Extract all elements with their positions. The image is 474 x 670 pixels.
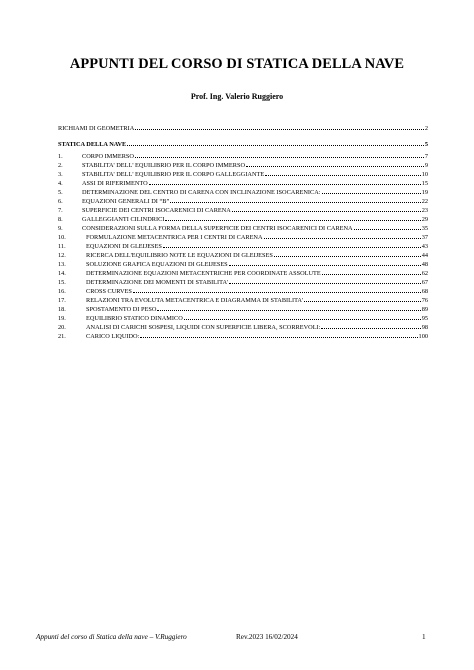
toc-leader-dots [322, 188, 421, 194]
toc-entry-number: 16. [58, 288, 66, 295]
toc-entry[interactable] [58, 251, 428, 260]
toc-entry[interactable] [58, 152, 428, 161]
toc-leader-dots [265, 170, 420, 176]
toc-entry-title: ANALISI DI CARICHI SOSPESI, LIQUIDI CON SUPERFICIE LIBERA, SCORREVOLI: [86, 324, 321, 331]
toc-entry-page: 19 [421, 189, 428, 196]
toc-entry-title: STABILITA' DELL' EQUILIBRIO PER IL CORPO IMMERSO [82, 162, 245, 169]
page-footer [36, 632, 436, 642]
toc-entry-page: 23 [421, 207, 428, 214]
toc-entry-number: 14. [58, 270, 66, 277]
toc-entry-number: 10. [58, 234, 66, 241]
toc-leader-dots [170, 197, 420, 203]
toc-entry-page: 48 [421, 261, 428, 268]
toc-entry-title: SOLUZIONE GRAFICA EQUAZIONI DI GLEIJESES [86, 261, 228, 268]
toc-leader-dots [163, 242, 421, 248]
toc-entry[interactable] [58, 296, 428, 305]
toc-entry-number: 9. [58, 225, 63, 232]
toc-entry-title: GALLEGGIANTI CILINDRICI [82, 216, 165, 223]
toc-entry-number: 1. [58, 153, 63, 160]
toc-entry-title: RICERCA DELL'EQUILIBRIO NOTE LE EQUAZIONI DI GLEIJESES [86, 252, 273, 259]
toc-leader-dots [274, 251, 421, 257]
toc-entry[interactable] [58, 124, 428, 133]
toc-leader-dots [246, 161, 424, 167]
toc-entry-page: 43 [421, 243, 428, 250]
toc-entry-title: SPOSTAMENTO DI PESO [86, 306, 157, 313]
toc-entry[interactable] [58, 269, 428, 278]
toc-entry-number: 11. [58, 243, 66, 250]
toc-entry-page: 9 [424, 162, 428, 169]
toc-entry[interactable] [58, 233, 428, 242]
toc-entry-page: 29 [421, 216, 428, 223]
toc-entry-page: 44 [421, 252, 428, 259]
toc-entry[interactable] [58, 224, 428, 233]
toc-entry-page: 62 [421, 270, 428, 277]
toc-entry-title: CROSS CURVES [86, 288, 132, 295]
toc-entry-page: 2 [424, 125, 428, 132]
toc-leader-dots [127, 140, 424, 146]
toc-entry-number: 20. [58, 324, 66, 331]
toc-entry-page: 76 [421, 297, 428, 304]
toc-entry-title: ASSI DI RIFERIMENTO [82, 180, 148, 187]
toc-entry-page: 35 [421, 225, 428, 232]
toc-entry[interactable] [58, 242, 428, 251]
toc-entry-number: 15. [58, 279, 66, 286]
toc-leader-dots [165, 215, 420, 221]
toc-entry[interactable] [58, 287, 428, 296]
toc-leader-dots [149, 179, 421, 185]
toc-entry-number: 2. [58, 162, 63, 169]
toc-entry[interactable] [58, 161, 428, 170]
toc-entry-page: 95 [421, 315, 428, 322]
author-line: Prof. Ing. Valerio Ruggiero [190, 92, 284, 101]
footer-revision: Rev.2023 16/02/2024 [236, 633, 298, 641]
toc-entry-number: 8. [58, 216, 63, 223]
toc-entry-page: 89 [421, 306, 428, 313]
toc-entry[interactable] [58, 170, 428, 179]
toc-entry[interactable] [58, 305, 428, 314]
toc-entry-number: 13. [58, 261, 66, 268]
toc-entry-title: CARICO LIQUIDO: [86, 333, 140, 340]
toc-leader-dots [232, 206, 421, 212]
document-title: APPUNTI DEL CORSO DI STATICA DELLA NAVE [69, 56, 405, 72]
toc-entry-title: RELAZIONI TRA EVOLUTA METACENTRICA E DIAGRAMMA DI STABILITA' [86, 297, 304, 304]
toc-entry-title: FORMULAZIONE METACENTRICA PER I CENTRI DI CARENA [86, 234, 263, 241]
toc-entry-page: 10 [421, 171, 428, 178]
toc-entry-title: DETERMINAZIONE EQUAZIONI METACENTRICHE PER COORDINATE ASSOLUTE [86, 270, 321, 277]
toc-entry-title: SUPERFICIE DEI CENTRI ISOCARENICI DI CARENA [82, 207, 231, 214]
toc-entry-title: EQUAZIONI DI GLEIJESES [86, 243, 162, 250]
toc-entry-page: 37 [421, 234, 428, 241]
toc-entry-page: 98 [421, 324, 428, 331]
toc-entry-title: STATICA DELLA NAVE [58, 141, 127, 148]
toc-entry[interactable] [58, 206, 428, 215]
toc-entry-number: 6. [58, 198, 63, 205]
toc-leader-dots [264, 233, 421, 239]
toc-entry[interactable] [58, 179, 428, 188]
toc-leader-dots [229, 278, 421, 284]
toc-entry[interactable] [58, 260, 428, 269]
toc-entry[interactable] [58, 314, 428, 323]
toc-entry-number: 12. [58, 252, 66, 259]
toc-entry-number: 17. [58, 297, 66, 304]
toc-entry-title: EQUILIBRIO STATICO DINAMICO [86, 315, 183, 322]
toc-entry-number: 4. [58, 180, 63, 187]
toc-entry-number: 18. [58, 306, 66, 313]
toc-leader-dots [354, 224, 421, 230]
toc-entry-title: CORPO IMMERSO [82, 153, 134, 160]
toc-leader-dots [157, 305, 420, 311]
toc-entry-title: DETERMINAZIONE DEI MOMENTI DI STABILITA' [86, 279, 229, 286]
footer-course-title: Appunti del corso di Statica della nave – V.Ruggiero [36, 633, 187, 641]
toc-entry[interactable] [58, 197, 428, 206]
toc-entry-page: 7 [424, 153, 428, 160]
toc-entry-title: STABILITA' DELL' EQUILIBRIO PER IL CORPO GALLEGGIANTE [82, 171, 265, 178]
toc-entry-page: 5 [424, 141, 428, 148]
toc-entry-number: 21. [58, 333, 66, 340]
toc-entry-title: DETERMINAZIONE DEL CENTRO DI CARENA CON INCLINAZIONE ISOCARENICA: [82, 189, 321, 196]
toc-entry[interactable] [58, 332, 428, 341]
toc-leader-dots [304, 296, 421, 302]
toc-entry-title: EQUAZIONI GENERALI DI “B” [82, 198, 170, 205]
toc-entry-page: 22 [421, 198, 428, 205]
toc-entry[interactable] [58, 278, 428, 287]
toc-entry-number: 5. [58, 189, 63, 196]
toc-leader-dots [135, 124, 424, 130]
toc-entry[interactable] [58, 188, 428, 197]
toc-entry-page: 15 [421, 180, 428, 187]
toc-entry-page: 68 [421, 288, 428, 295]
toc-entry-number: 7. [58, 207, 63, 214]
toc-leader-dots [184, 314, 421, 320]
toc-entry-number: 3. [58, 171, 63, 178]
toc-leader-dots [321, 323, 420, 329]
toc-leader-dots [133, 287, 421, 293]
toc-entry-page: 67 [421, 279, 428, 286]
toc-leader-dots [140, 332, 417, 338]
toc-entry[interactable] [58, 323, 428, 332]
toc-leader-dots [135, 152, 424, 158]
toc-entry-title: RICHIAMI DI GEOMETRIA [58, 125, 135, 132]
toc-leader-dots [229, 260, 421, 266]
toc-entry-title: CONSIDERAZIONI SULLA FORMA DELLA SUPERFICIE DEI CENTRI ISOCARENICI DI CARENA [82, 225, 353, 232]
toc-entry[interactable] [58, 140, 428, 149]
toc-entry-page: 100 [418, 333, 428, 340]
footer-page-number: 1 [422, 633, 426, 641]
toc-entry[interactable] [58, 215, 428, 224]
toc-entry-number: 19. [58, 315, 66, 322]
toc-leader-dots [322, 269, 421, 275]
